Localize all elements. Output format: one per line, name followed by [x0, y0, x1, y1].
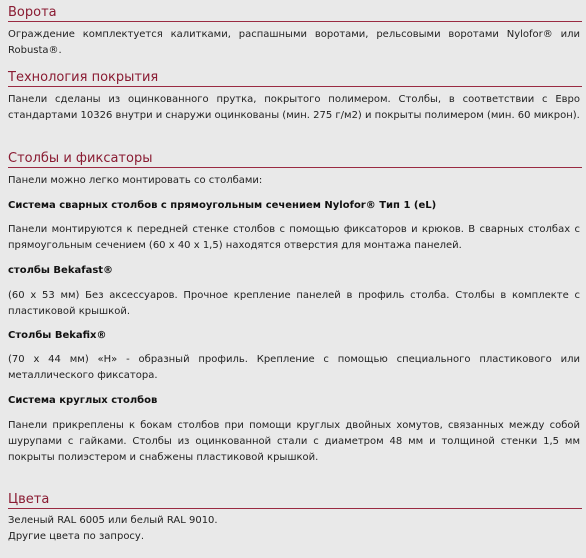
- section-heading-gates: Ворота: [8, 5, 57, 20]
- post-system-text-bekafix: (70 x 44 мм) «H» - образный профиль. Крепление с помощью специального пластикового или металлического фиксатора.: [8, 354, 580, 381]
- post-system-text-bekafast: (60 x 53 мм) Без аксессуаров. Прочное крепление панелей в профиль столба. Столбы в комплекте с пластиковой крышкой.: [8, 290, 580, 317]
- colors-line-2: Другие цвета по запросу.: [8, 531, 145, 542]
- section-divider-colors: [8, 508, 582, 509]
- section-heading-coating: Технология покрытия: [8, 70, 159, 85]
- section-divider-posts: [8, 167, 582, 168]
- colors-line-1: Зеленый RAL 6005 или белый RAL 9010.: [8, 515, 218, 526]
- post-system-title-bekafast: столбы Bekafast®: [8, 265, 114, 276]
- post-system-title-bekafix: Столбы Bekafix®: [8, 330, 107, 341]
- section-text-gates: Ограждение комплектуется калитками, распашными воротами, рельсовыми воротами Nylofor® или Robusta®.: [8, 29, 580, 56]
- section-text-coating: Панели сделаны из оцинкованного прутка, покрытого полимером. Столбы, в соответствии с Евро стандартами 10326 внутри и снаружи оцинкованы (мин. 275 г/м2) и покрыты полимером (мин. 60 микрон).: [8, 94, 580, 121]
- post-system-title-welded: Система сварных столбов с прямоугольным сечением Nylofor® Тип 1 (eL): [8, 200, 437, 211]
- section-intro-posts: Панели можно легко монтировать со столбами:: [8, 175, 263, 186]
- post-system-text-welded: Панели монтируются к передней стенке столбов с помощью фиксаторов и крюков. В сварных столбах с прямоугольным сечением (60 x 40 x 1,5) находятся отверстия для монтажа панелей.: [8, 224, 580, 251]
- section-heading-colors: Цвета: [8, 492, 50, 507]
- section-divider-coating: [8, 86, 582, 87]
- section-heading-posts: Столбы и фиксаторы: [8, 151, 153, 166]
- section-divider-gates: [8, 21, 582, 22]
- post-system-text-round: Панели прикреплены к бокам столбов при помощи круглых двойных хомутов, связанных между собой шурупами с гайками. Столбы из оцинкованной стали с диаметром 48 мм и толщиной стенки 1,5 мм покрыты полиэстером и снабжены пластиковой крышкой.: [8, 420, 580, 463]
- post-system-title-round: Система круглых столбов: [8, 395, 158, 406]
